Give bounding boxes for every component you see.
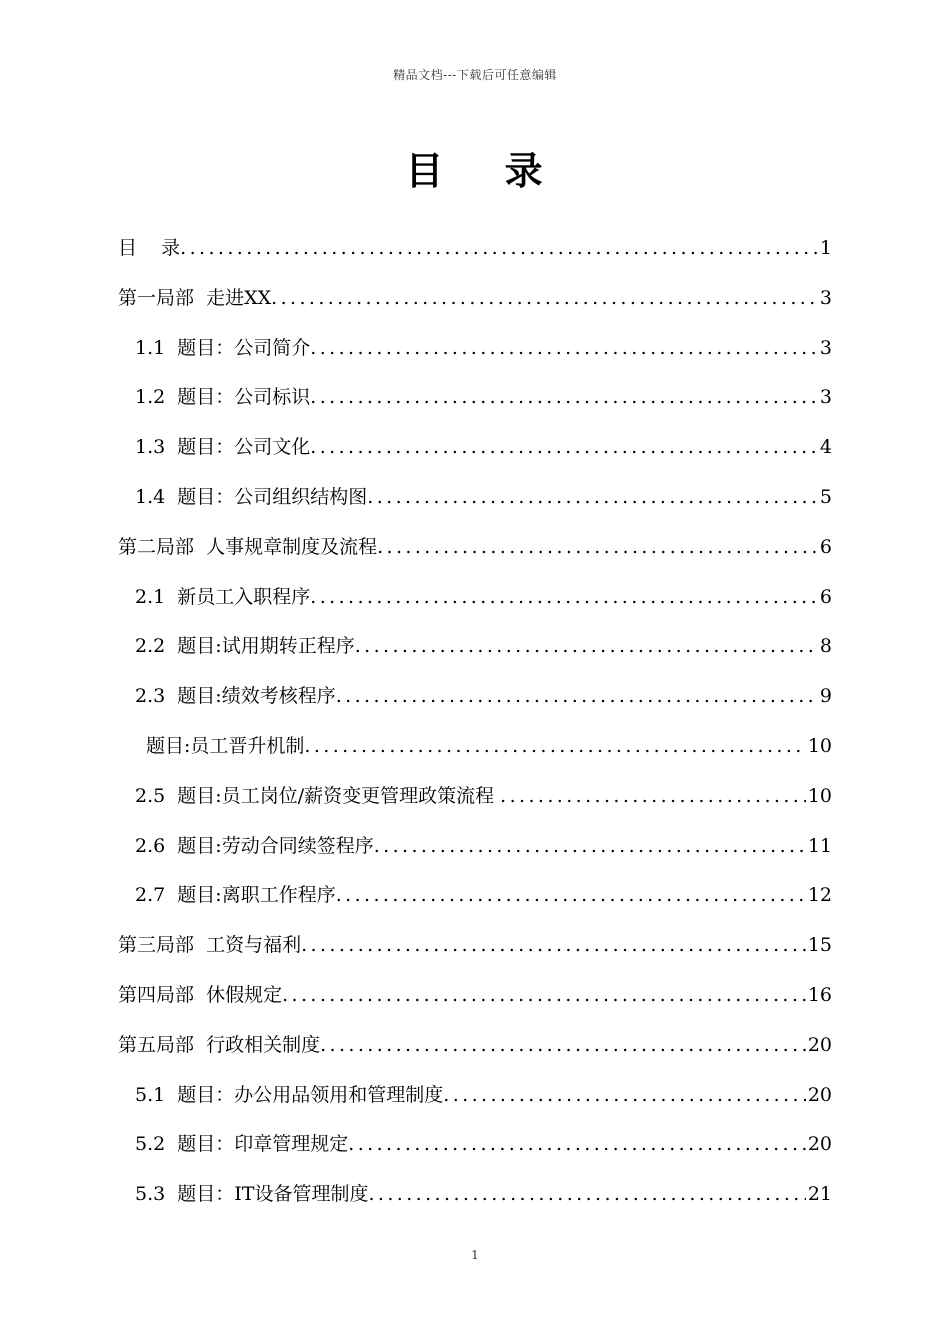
toc-entry-page-number: 21: [807, 1183, 832, 1206]
toc-dot-leader: [310, 324, 818, 374]
toc-entry[interactable]: [118, 573, 832, 623]
toc-dot-leader: [374, 822, 806, 872]
page-header: 精品文档---下载后可任意编辑: [393, 68, 557, 82]
toc-entry-page-number: 16: [807, 983, 832, 1006]
toc-entry[interactable]: [118, 622, 832, 672]
toc-dot-leader: [310, 423, 818, 473]
toc-entry-title: 1.1 题目：公司简介: [135, 336, 311, 359]
toc-entry-title: 目 录: [118, 237, 181, 259]
toc-dot-leader: [348, 1120, 806, 1170]
toc-entry-title: 2.6 题目:劳动合同续签程序: [135, 834, 374, 857]
toc-entry[interactable]: [118, 1120, 832, 1170]
toc-entry[interactable]: [118, 1170, 832, 1220]
toc-entry-title: 第四局部 休假规定: [118, 983, 283, 1006]
toc-dot-leader: [355, 622, 818, 672]
toc-dot-leader: [336, 871, 806, 921]
toc-dot-leader: [271, 274, 818, 324]
toc-entry-title: 5.3 题目：IT设备管理制度: [135, 1183, 369, 1206]
toc-entry-title: 1.3 题目：公司文化: [135, 436, 311, 459]
toc-entry-title: 5.1 题目：办公用品领用和管理制度: [135, 1083, 444, 1106]
toc-entry-page-number: 3: [819, 336, 832, 359]
toc-entry[interactable]: [118, 324, 832, 374]
toc-entry[interactable]: [118, 473, 832, 523]
toc-entry[interactable]: [118, 971, 832, 1021]
toc-entry-page-number: 12: [807, 884, 832, 907]
toc-entry-title: 5.2 题目：印章管理规定: [135, 1133, 349, 1156]
toc-entry-title: 2.7 题目:离职工作程序: [135, 884, 336, 907]
toc-entry-title: 题目:员工晋升机制: [146, 734, 305, 757]
toc-entry-page-number: 4: [819, 436, 832, 459]
toc-dot-leader: [500, 772, 806, 822]
toc-entry[interactable]: [118, 672, 832, 722]
toc-entry-page-number: 20: [807, 1033, 832, 1056]
toc-entry[interactable]: [118, 921, 832, 971]
toc-dot-leader: [282, 971, 806, 1021]
toc-entry[interactable]: [118, 1071, 832, 1121]
toc-dot-leader: [304, 722, 805, 772]
toc-entry-page-number: 10: [807, 784, 832, 807]
toc-entry-page-number: 8: [819, 635, 832, 658]
toc-entry-title: 1.4 题目：公司组织结构图: [135, 485, 368, 508]
toc-entry-title: 第二局部 人事规章制度及流程: [118, 535, 378, 558]
toc-entry-page-number: 1: [819, 237, 832, 259]
toc-entry-title: 2.1 新员工入职程序: [135, 585, 311, 608]
page-number: 1: [471, 1248, 479, 1262]
toc-entry-title: 2.3 题目:绩效考核程序: [135, 685, 336, 708]
toc-dot-leader: [443, 1071, 806, 1121]
toc-entry-page-number: 15: [807, 934, 832, 957]
toc-entry-page-number: 20: [807, 1083, 832, 1106]
toc-entry[interactable]: [118, 423, 832, 473]
toc-entry-title: 第一局部 走进XX: [118, 286, 272, 309]
toc-entry[interactable]: [118, 772, 832, 822]
toc-entry-page-number: 3: [819, 386, 832, 409]
toc-entry[interactable]: [118, 822, 832, 872]
toc-entry[interactable]: [118, 523, 832, 573]
toc-entry-page-number: 11: [807, 834, 832, 857]
toc-entry-title: 第五局部 行政相关制度: [118, 1033, 321, 1056]
toc-entry-page-number: 6: [819, 585, 832, 608]
table-of-contents: [118, 224, 832, 1220]
toc-entry-page-number: 20: [807, 1133, 832, 1156]
toc-entry-title: 1.2 题目：公司标识: [135, 386, 311, 409]
toc-dot-leader: [320, 1021, 806, 1071]
toc-entry[interactable]: [118, 224, 832, 274]
toc-entry-page-number: 6: [819, 535, 832, 558]
page-title: 目 录: [405, 148, 545, 193]
toc-entry-title: 2.5 题目:员工岗位/薪资变更管理政策流程: [135, 784, 501, 807]
toc-entry-title: 第三局部 工资与福利: [118, 934, 302, 957]
toc-entry[interactable]: [118, 373, 832, 423]
toc-dot-leader: [310, 373, 818, 423]
toc-entry-page-number: 10: [807, 734, 832, 757]
toc-entry[interactable]: [118, 722, 832, 772]
toc-entry-title: 2.2 题目:试用期转正程序: [135, 635, 355, 658]
toc-entry-page-number: 9: [819, 685, 832, 708]
toc-entry-page-number: 5: [819, 485, 832, 508]
toc-dot-leader: [336, 672, 818, 722]
toc-dot-leader: [180, 224, 818, 274]
toc-dot-leader: [377, 523, 818, 573]
toc-entry-page-number: 3: [819, 286, 832, 309]
toc-dot-leader: [301, 921, 806, 971]
toc-entry[interactable]: [118, 871, 832, 921]
toc-dot-leader: [368, 1170, 805, 1220]
toc-dot-leader: [310, 573, 818, 623]
toc-entry[interactable]: [118, 1021, 832, 1071]
toc-entry[interactable]: [118, 274, 832, 324]
toc-dot-leader: [367, 473, 818, 523]
